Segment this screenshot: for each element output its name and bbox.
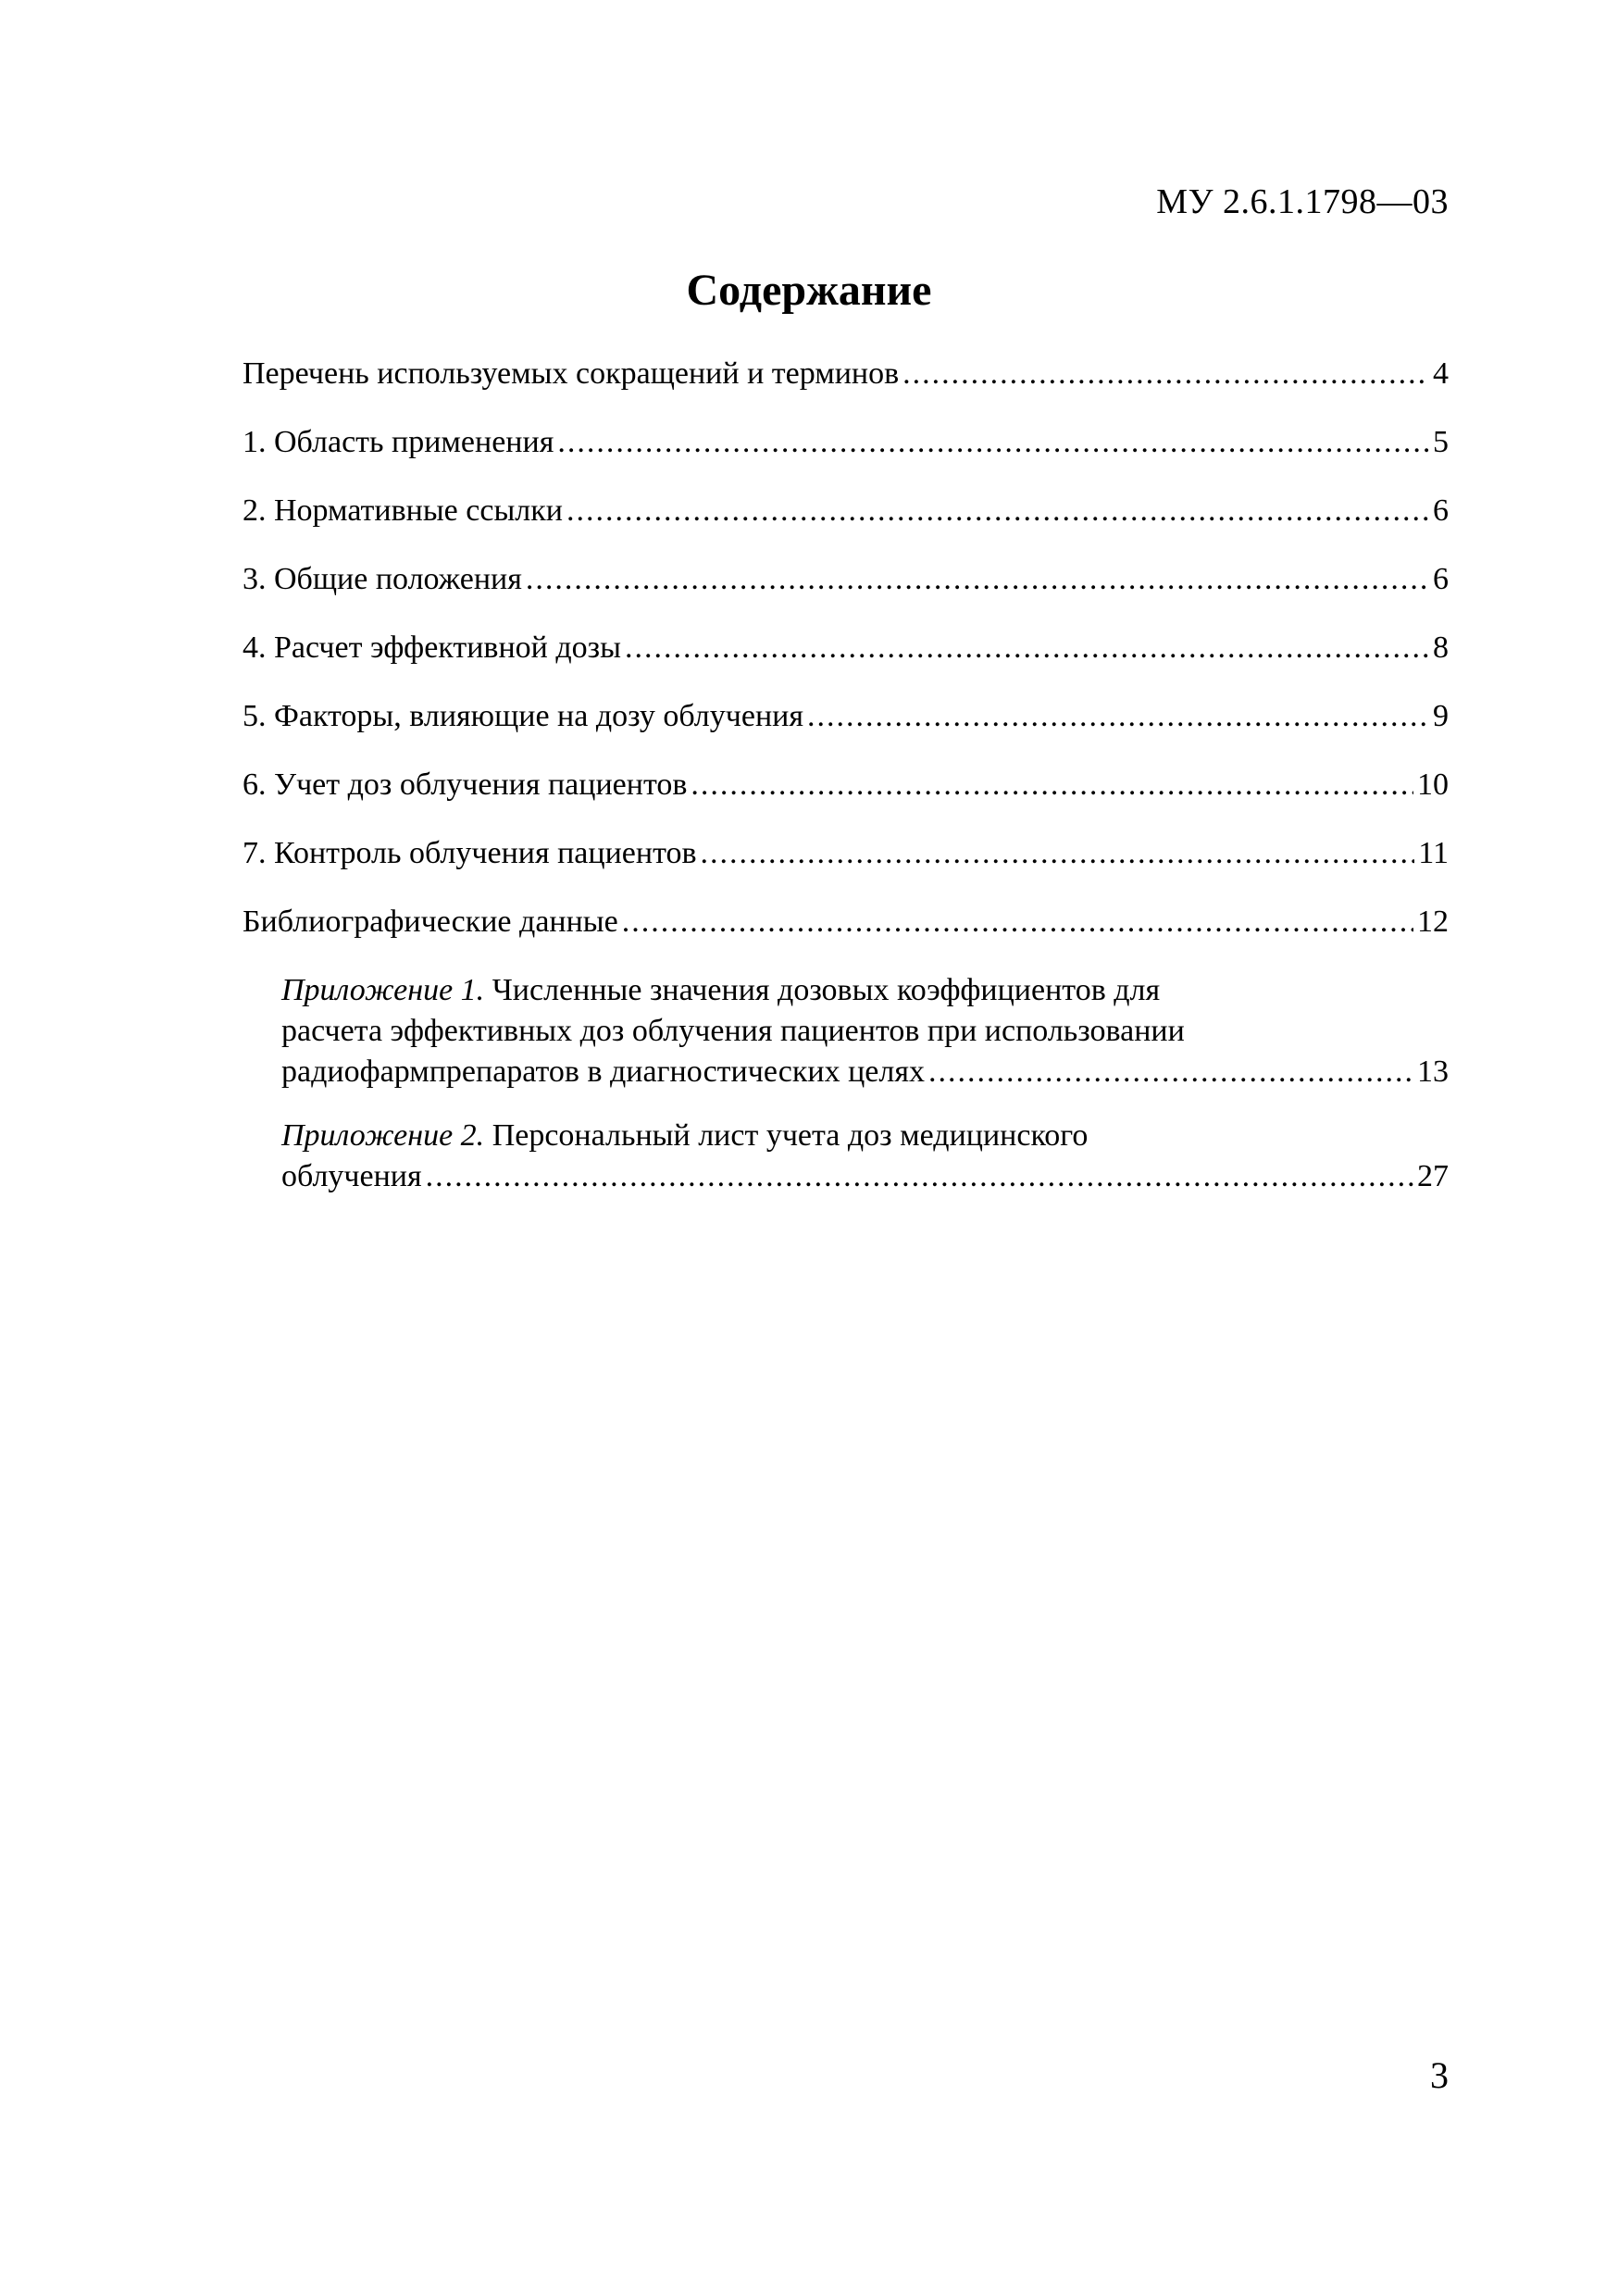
toc-entry-page: 13 <box>1417 1054 1449 1089</box>
appendix-title-line: Персональный лист учета доз медицинского <box>492 1118 1089 1153</box>
toc-leader-dots <box>557 422 1429 463</box>
appendix-title-line: Численные значения дозовых коэффициентов для <box>492 973 1161 1007</box>
toc-entry-page: 12 <box>1417 905 1449 939</box>
toc-leader-dots <box>625 628 1429 668</box>
toc-entry[interactable] <box>243 628 1449 668</box>
toc-entry-page: 10 <box>1417 767 1449 802</box>
toc-entry[interactable] <box>243 559 1449 600</box>
toc-entry-page: 4 <box>1433 356 1449 391</box>
toc-entry-text: 3. Общие положения <box>243 562 522 596</box>
toc-leader-dots <box>701 833 1415 874</box>
toc-entry-text: 6. Учет доз облучения пациентов <box>243 767 688 802</box>
appendix-title-line: облучения <box>281 1159 422 1193</box>
appendix-label: Приложение 1. <box>281 973 485 1007</box>
toc-leader-dots <box>691 765 1413 805</box>
toc-entry-text: 1. Область применения <box>243 425 554 459</box>
toc-entry[interactable] <box>243 354 1449 394</box>
toc-entry-text: 4. Расчет эффективной дозы <box>243 630 621 665</box>
table-of-contents <box>243 354 1449 1220</box>
toc-appendix-1[interactable] <box>281 970 1449 1092</box>
page-number: 3 <box>1430 2054 1449 2096</box>
toc-entry-text: Перечень используемых сокращений и терминов <box>243 356 900 391</box>
document-code: МУ 2.6.1.1798—03 <box>1156 182 1449 221</box>
toc-entry-text: 5. Факторы, влияющие на дозу облучения <box>243 699 803 733</box>
appendix-label: Приложение 2. <box>281 1118 485 1153</box>
toc-appendix-2[interactable] <box>281 1116 1449 1197</box>
toc-leader-dots <box>426 1156 1413 1197</box>
toc-entry[interactable] <box>243 491 1449 531</box>
appendix-title-line: радиофармпрепаратов в диагностических целях <box>281 1054 925 1089</box>
toc-entry[interactable] <box>243 902 1449 942</box>
toc-entry-page: 11 <box>1418 836 1449 870</box>
toc-entry[interactable] <box>243 765 1449 805</box>
toc-entry[interactable] <box>243 422 1449 463</box>
toc-entry-page: 8 <box>1433 630 1449 665</box>
toc-entry[interactable] <box>243 696 1449 737</box>
appendix-title-line: расчета эффективных доз облучения пациентов при использовании <box>281 1014 1185 1048</box>
toc-entry-page: 9 <box>1433 699 1449 733</box>
toc-entry-text: 7. Контроль облучения пациентов <box>243 836 697 870</box>
toc-entry-text: Библиографические данные <box>243 905 618 939</box>
toc-leader-dots <box>526 559 1429 600</box>
toc-entry-page: 5 <box>1433 425 1449 459</box>
toc-leader-dots <box>928 1052 1413 1092</box>
toc-entry-page: 6 <box>1433 562 1449 596</box>
toc-entry[interactable] <box>243 833 1449 874</box>
toc-leader-dots <box>902 354 1429 394</box>
toc-entry-page: 6 <box>1433 493 1449 528</box>
toc-leader-dots <box>622 902 1413 942</box>
toc-leader-dots <box>566 491 1429 531</box>
toc-entry-page: 27 <box>1417 1159 1449 1193</box>
toc-title: Содержание <box>686 266 932 315</box>
toc-entry-text: 2. Нормативные ссылки <box>243 493 563 528</box>
toc-leader-dots <box>807 696 1429 737</box>
